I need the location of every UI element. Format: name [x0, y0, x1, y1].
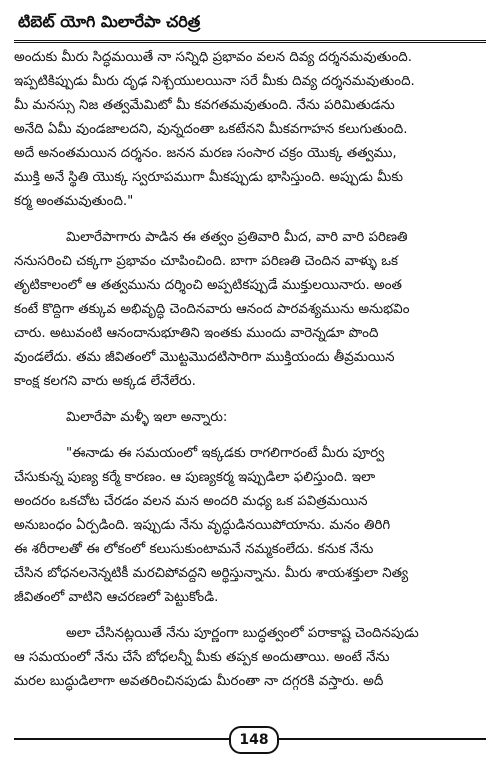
text-line: ఈ శరీరాలతో ఈ లోకంలో కలుసుకుంటామనే నమ్మకంలేదు. కనుక నేను: [14, 542, 374, 557]
text-line: అనుబంధం ఏర్పడింది. ఇప్పుడు నేను వృద్ధుడినయిపోయాను. మనం తిరిగి: [14, 518, 391, 533]
page-header: [14, 6, 486, 43]
text-line: అదే అనంతమయిన దర్శనం. జనన మరణ సంసార చక్రం యొక్క తత్వము,: [14, 146, 397, 161]
paragraph: [14, 622, 486, 694]
text-line: చేసిన బోధనలనెన్నటికీ మరచిపోవద్దని అర్థిస్తున్నాను. మీరు శాయశక్తులా నిత్య: [14, 566, 409, 581]
text-line: ముక్తి అనే స్థితి యొక్క స్వరూపముగా మీకప్పుడు భాసిస్తుంది. అప్పుడు మీకు: [14, 170, 403, 185]
text-line: ఆ సమయంలో నేను చేసే బోధలన్నీ మీకు తప్పక అందుతాయి. అంటే నేను: [14, 650, 390, 665]
text-line: అలా చేసినట్లయితే నేను పూర్ణంగా బుద్ధత్వంలో పరాకాష్ట చెందినపుడు: [66, 626, 419, 641]
page-number: 148: [229, 726, 279, 754]
paragraph: [14, 406, 486, 430]
text-line: కర్మ అంతమవుతుంది.": [14, 194, 134, 209]
text-line: చేసుకున్న పుణ్య కర్మే కారణం. ఆ పుణ్యకర్మ ఇప్పుడిలా ఫలిస్తుంది. ఇలా: [14, 470, 376, 485]
page-footer: [14, 726, 486, 756]
book-title: టిబెట్ యోగి మిలారేపా చరిత్ర: [18, 12, 201, 31]
text-line: ననుసరించి చక్కగా ప్రభావం చూపించింది. బాగా పరిణతి చెందిన వాళ్ళు ఒక: [14, 254, 399, 269]
text-line: చారు. అటువంటి ఆనందానుభూతిని ఇంతకు ముందు వారెన్నడూ పొంది: [14, 326, 379, 341]
text-line: "ఈనాడు ఈ సమయంలో ఇక్కడకు రాగలిగారంటే మీరు పూర్వ: [66, 446, 385, 461]
text-line: మరల బుద్ధుడిలాగా అవతరించినపుడు మీరంతా నా దగ్గరకి వస్తారు. అదీ: [14, 674, 384, 689]
text-line: జీవితంలో వాటిని ఆచరణలో పెట్టుకోండి.: [14, 590, 219, 605]
text-line: కాంక్ష కలగని వారు అక్కడ లేనేలేరు.: [14, 374, 196, 389]
text-line: అందుకు మీరు సిద్ధమయితే నా సన్నిధి ప్రభావం వలన దివ్య దర్శనమవుతుంది.: [14, 50, 412, 65]
text-line: మిలారేపాగారు పాడిన ఈ తత్వం ప్రతివారి మీద, వారి వారి పరిణతి: [66, 230, 408, 245]
paragraph: [14, 46, 486, 214]
text-line: తృటికాలంలో ఆ తత్వమును దర్శించి అప్పటికప్పుడే ముక్తులయినారు. అంత: [14, 278, 402, 293]
paragraph: [14, 442, 486, 610]
text-line: ఇప్పటికిప్పుడు మీరు దృఢ నిశ్చయులయినా సరే మీకు దివ్య దర్శనమవుతుంది.: [14, 74, 415, 89]
text-line: కంటే కొద్దిగా తక్కువ అభివృద్ధి చెందినవారు ఆనంద పారవశ్యమును అనుభవిం: [14, 302, 410, 317]
text-line: అనేది ఏమీ వుండజాలదని, వున్నదంతా ఒకటేనని మీకవగాహన కలుగుతుంది.: [14, 122, 408, 137]
text-line: అందరం ఒకచోట చేరడం వలన మన అందరి మధ్య ఒక పవిత్రమయిన: [14, 494, 368, 509]
paragraph: [14, 226, 486, 394]
text-line: వుండలేదు. తమ జీవితంలో మొట్టమొదటిసారిగా ముక్తియందు తీవ్రమయిన: [14, 350, 395, 365]
text-line: మీ మనస్సు నిజ తత్వమేమిటో మీ కవగతమవుతుంది. నేను పరిమితుడను: [14, 98, 395, 113]
body-text: [14, 46, 486, 694]
text-line: మిలారేపా మళ్ళీ ఇలా అన్నారు:: [66, 410, 228, 425]
